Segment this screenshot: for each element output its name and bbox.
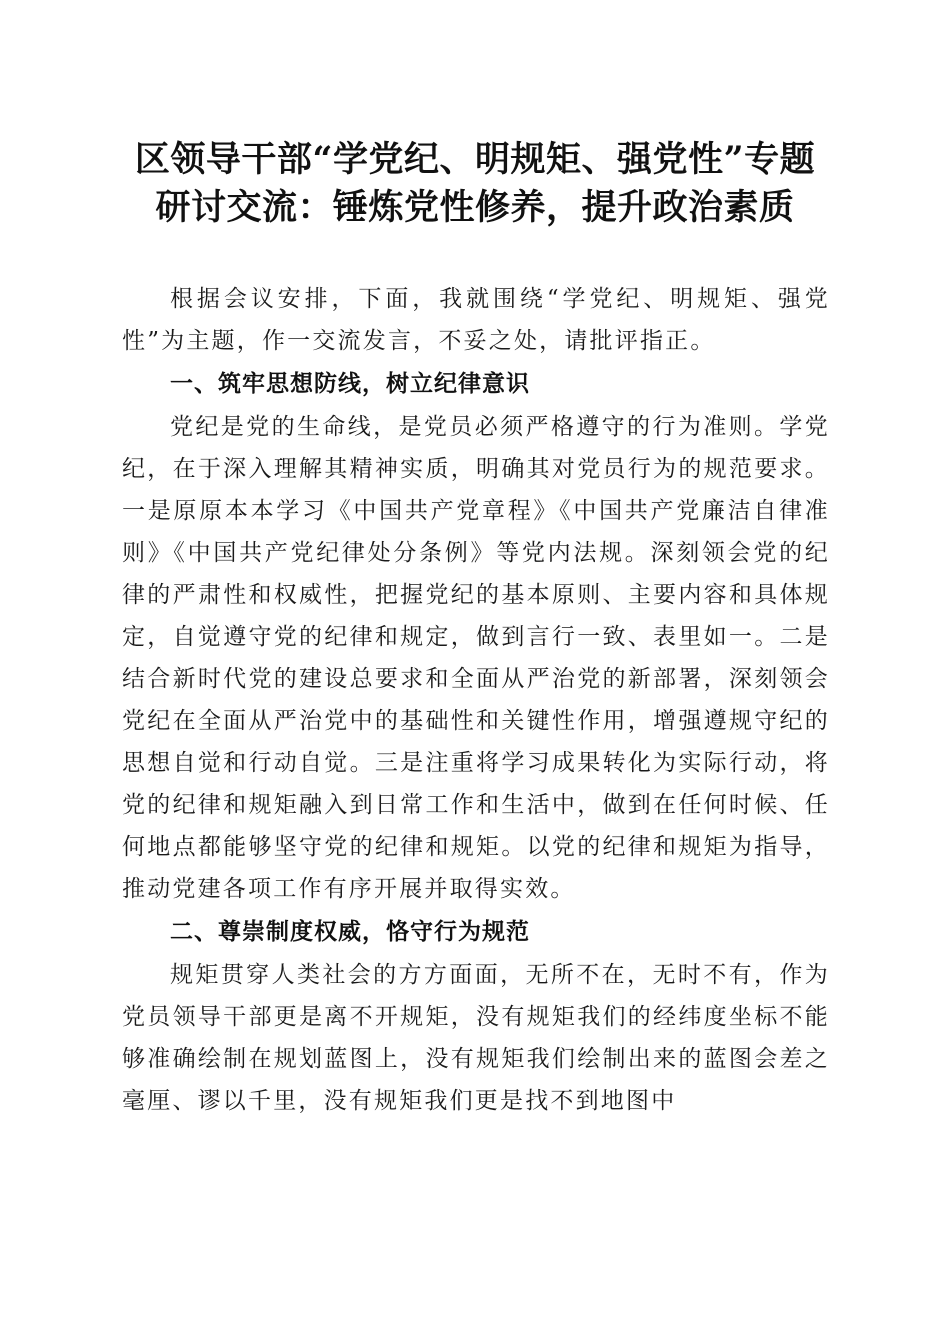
title-line-2: 研讨交流：锤炼党性修养，提升政治素质 bbox=[155, 187, 795, 228]
document-body bbox=[122, 278, 830, 1122]
section-1-paragraph: 党纪是党的生命线，是党员必须严格遵守的行为准则。学党纪，在于深入理解其精神实质，明确其对党员行为的规范要求。一是原原本本学习《中国共产党章程》《中国共产党廉洁自律准则》《中国共产党纪律处分条例》等党内法规。深刻领会党的纪律的严肃性和权威性，把握党纪的基本原则、主要内容和具体规定，自觉遵守党的纪律和规定，做到言行一致、表里如一。二是结合新时代党的建设总要求和全面从严治党的新部署，深刻领会党纪在全面从严治党中的基础性和关键性作用，增强遵规守纪的思想自觉和行动自觉。三是注重将学习成果转化为实际行动，将党的纪律和规矩融入到日常工作和生活中，做到在任何时候、任何地点都能够坚守党的纪律和规矩。以党的纪律和规矩为指导，推动党建各项工作有序开展并取得实效。 bbox=[122, 414, 830, 902]
section-1-heading: 一、筑牢思想防线，树立纪律意识 bbox=[170, 371, 530, 397]
intro-paragraph: 根据会议安排，下面，我就围绕“学党纪、明规矩、强党性”为主题，作一交流发言，不妥之处，请批评指正。 bbox=[122, 286, 830, 354]
title-line-1: 区领导干部“学党纪、明规矩、强党性”专题 bbox=[134, 139, 816, 180]
section-2-heading: 二、尊崇制度权威，恪守行为规范 bbox=[170, 919, 530, 945]
document-title bbox=[100, 136, 850, 232]
section-2-paragraph: 规矩贯穿人类社会的方方面面，无所不在，无时不有，作为党员领导干部更是离不开规矩，没有规矩我们的经纬度坐标不能够准确绘制在规划蓝图上，没有规矩我们绘制出来的蓝图会差之毫厘、谬以千里，没有规矩我们更是找不到地图中 bbox=[122, 962, 830, 1114]
